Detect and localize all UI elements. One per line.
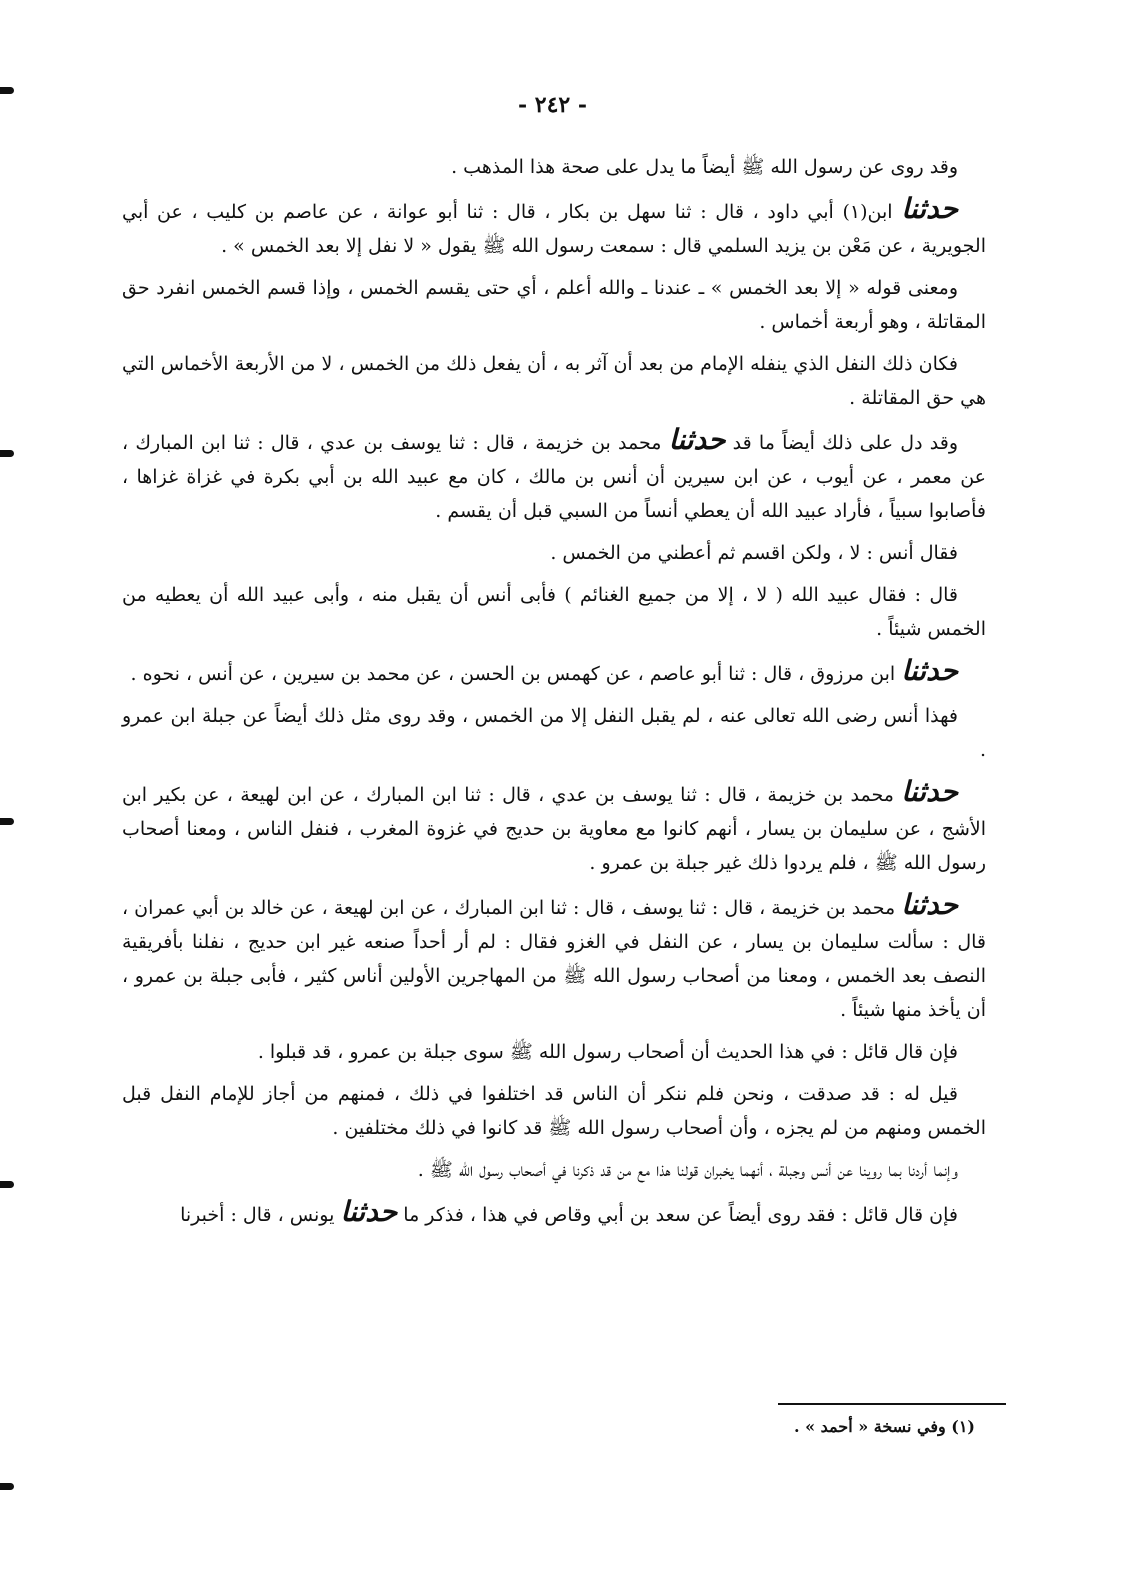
footnote: (١) وفي نسخة « أحمد » . <box>793 1417 975 1436</box>
paragraph <box>122 578 986 646</box>
paragraph <box>122 192 986 263</box>
paragraph-text: ومعنى قوله « إلا بعد الخمس » ـ عندنا ـ والله أعلم ، أي حتى يقسم الخمس ، وإذا قسم الخمس انفرد حق المقاتلة ، وهو أربعة أخماس . <box>122 277 986 333</box>
scan-edge-mark <box>0 87 14 94</box>
haddathana-word: حدثنا <box>340 1195 398 1228</box>
paragraph <box>122 1077 986 1145</box>
paragraph <box>122 1035 986 1069</box>
paragraph-text: فقال أنس : لا ، ولكن اقسم ثم أعطني من الخمس . <box>550 542 958 564</box>
paragraph-text: وقد دل على ذلك أيضاً ما قد <box>725 432 959 454</box>
paragraph-text: ابن(١) أبي داود ، قال : ثنا سهل بن بكار ، قال : ثنا أبو عوانة ، عن عاصم بن كليب ، عن أبي الجويرية ، عن مَعْن بن يزيد السلمي قال : سمعت رسول الله ﷺ يقول « لا نفل إلا بعد الخمس » . <box>122 201 986 257</box>
paragraph-text: فإن قال قائل : فقد روى أيضاً عن سعد بن أبي وقاص في هذا ، فذكر ما <box>397 1204 958 1226</box>
paragraph-text: قيل له : قد صدقت ، ونحن فلم ننكر أن الناس قد اختلفوا في ذلك ، فمنهم من أجاز للإمام النفل قبل الخمس ومنهم من لم يجزه ، وأن أصحاب رسول الله ﷺ قد كانوا في ذلك مختلفين . <box>122 1083 986 1139</box>
paragraph-text: فإن قال قائل : في هذا الحديث أن أصحاب رسول الله ﷺ سوى جبلة بن عمرو ، قد قبلوا . <box>257 1041 958 1063</box>
paragraph-text: قال : فقال عبيد الله ( لا ، إلا من جميع الغنائم ) فأبى أنس أن يقبل منه ، وأبى عبيد الله أن يعطيه من الخمس شيئاً . <box>122 584 986 640</box>
paragraph-text: فكان ذلك النفل الذي ينفله الإمام من بعد أن آثر به ، أن يفعل ذلك من الخمس ، لا من الأربعة الأخماس التي هي حق المقاتلة . <box>122 353 986 409</box>
paragraph <box>122 654 986 691</box>
paragraph-text: يونس ، قال : أخبرنا <box>180 1204 341 1226</box>
paragraph <box>122 888 986 1027</box>
paragraph <box>122 271 986 339</box>
paragraph-text: ابن مرزوق ، قال : ثنا أبو عاصم ، عن كهمس بن الحسن ، عن محمد بن سيرين ، عن أنس ، نحوه . <box>130 663 902 685</box>
paragraph <box>122 1153 986 1187</box>
paragraph <box>122 775 986 880</box>
paragraph-text: محمد بن خزيمة ، قال : ثنا يوسف ، قال : ثنا ابن المبارك ، عن ابن لهيعة ، عن خالد بن أبي عمران ، قال : سألت سليمان بن يسار ، عن النفل في الغزو فقال : لم أر أحداً صنعه غير ابن حديج ، نفلنا بأفريقية النصف بعد الخمس ، ومعنا من أصحاب رسول الله ﷺ من المهاجرين الأولين أناس كثير ، فأبى جبلة بن عمرو ، أن يأخذ منها شيئاً . <box>122 897 986 1021</box>
scan-edge-mark <box>0 450 14 457</box>
haddathana-word: حدثنا <box>901 192 958 225</box>
paragraph <box>122 1195 986 1232</box>
scan-edge-mark <box>0 818 14 825</box>
footnote-divider <box>778 1403 1006 1405</box>
haddathana-word: حدثنا <box>901 654 958 687</box>
page-number: - ٢٤٢ - <box>517 92 588 118</box>
paragraph <box>122 699 986 767</box>
paragraph <box>122 423 986 528</box>
paragraph <box>122 150 986 184</box>
paragraph-text: وقد روى عن رسول الله ﷺ أيضاً ما يدل على صحة هذا المذهب . <box>451 156 958 178</box>
paragraph-text: محمد بن خزيمة ، قال : ثنا يوسف بن عدي ، قال : ثنا ابن المبارك ، عن ابن لهيعة ، عن بكير ابن الأشج ، عن سليمان بن يسار ، أنهم كانوا مع معاوية بن حديج في غزوة المغرب ، فنفل الناس ، ومعنا أصحاب رسول الله ﷺ ، فلم يردوا ذلك غير جبلة بن عمرو . <box>122 784 986 874</box>
haddathana-word: حدثنا <box>668 423 726 456</box>
haddathana-word: حدثنا <box>901 775 958 808</box>
paragraph-text: فهذا أنس رضى الله تعالى عنه ، لم يقبل النفل إلا من الخمس ، وقد روى مثل ذلك أيضاً عن جبلة ابن عمرو . <box>122 705 986 761</box>
paragraph-text: وإنما أردنا بما روينا عن أنس وجبلة ، أنهما يخبران قولنا هذا مع من قد ذكرنا في أصحاب رسول الله ﷺ . <box>417 1159 958 1181</box>
body-text <box>122 150 986 1240</box>
scan-edge-mark <box>0 1483 14 1490</box>
haddathana-word: حدثنا <box>901 888 958 921</box>
paragraph <box>122 347 986 415</box>
paragraph-text: محمد بن خزيمة ، قال : ثنا يوسف بن عدي ، قال : ثنا ابن المبارك ، عن معمر ، عن أيوب ، عن ابن سيرين أن أنس بن مالك ، كان مع عبيد الله بن أبي بكرة في غزاة غزاها ، فأصابوا سبياً ، فأراد عبيد الله أن يعطي أنساً من السبي قبل أن يقسم . <box>122 432 986 522</box>
paragraph <box>122 536 986 570</box>
scan-edge-mark <box>0 1181 14 1188</box>
